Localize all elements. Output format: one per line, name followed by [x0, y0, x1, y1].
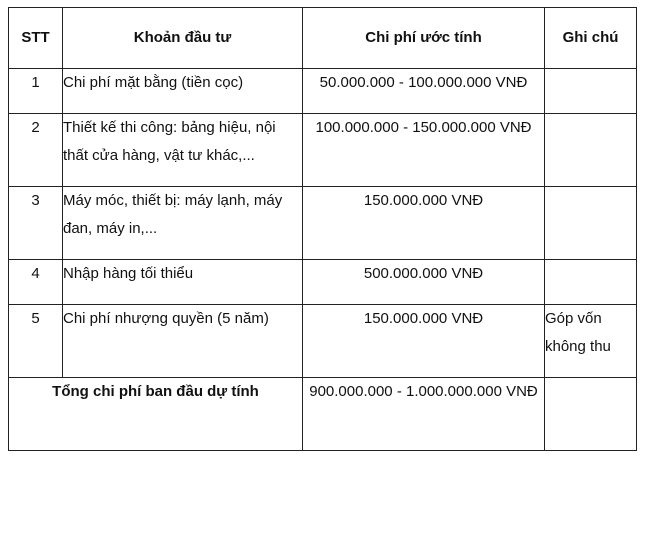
- row-stt: 3: [9, 187, 63, 260]
- row-cost: 150.000.000 VNĐ: [303, 305, 545, 378]
- row-stt: 1: [9, 69, 63, 114]
- total-note: [545, 378, 637, 451]
- header-cost: Chi phí ước tính: [303, 8, 545, 69]
- table-row: [9, 260, 637, 305]
- row-cost: 150.000.000 VNĐ: [303, 187, 545, 260]
- row-note: [545, 260, 637, 305]
- total-row: [9, 378, 637, 451]
- header-stt: STT: [9, 8, 63, 69]
- row-item: Máy móc, thiết bị: máy lạnh, máy đan, máy in,...: [63, 187, 303, 260]
- row-item: Nhập hàng tối thiểu: [63, 260, 303, 305]
- table-row: [9, 187, 637, 260]
- row-note: [545, 187, 637, 260]
- row-cost: 50.000.000 - 100.000.000 VNĐ: [303, 69, 545, 114]
- row-cost: 500.000.000 VNĐ: [303, 260, 545, 305]
- row-item: Thiết kế thi công: bảng hiệu, nội thất cửa hàng, vật tư khác,...: [63, 114, 303, 187]
- header-note: Ghi chú: [545, 8, 637, 69]
- table-row: [9, 305, 637, 378]
- row-stt: 2: [9, 114, 63, 187]
- row-note: [545, 69, 637, 114]
- row-cost: 100.000.000 - 150.000.000 VNĐ: [303, 114, 545, 187]
- row-stt: 4: [9, 260, 63, 305]
- row-item: Chi phí mặt bằng (tiền cọc): [63, 69, 303, 114]
- table-header-row: [9, 8, 637, 69]
- row-stt: 5: [9, 305, 63, 378]
- row-item: Chi phí nhượng quyền (5 năm): [63, 305, 303, 378]
- header-item: Khoản đầu tư: [63, 8, 303, 69]
- row-note: [545, 114, 637, 187]
- total-label: Tổng chi phí ban đầu dự tính: [9, 378, 303, 451]
- investment-cost-table: [8, 7, 637, 451]
- total-cost: 900.000.000 - 1.000.000.000 VNĐ: [303, 378, 545, 451]
- table-row: [9, 69, 637, 114]
- table-row: [9, 114, 637, 187]
- row-note: Góp vốn không thu: [545, 305, 637, 378]
